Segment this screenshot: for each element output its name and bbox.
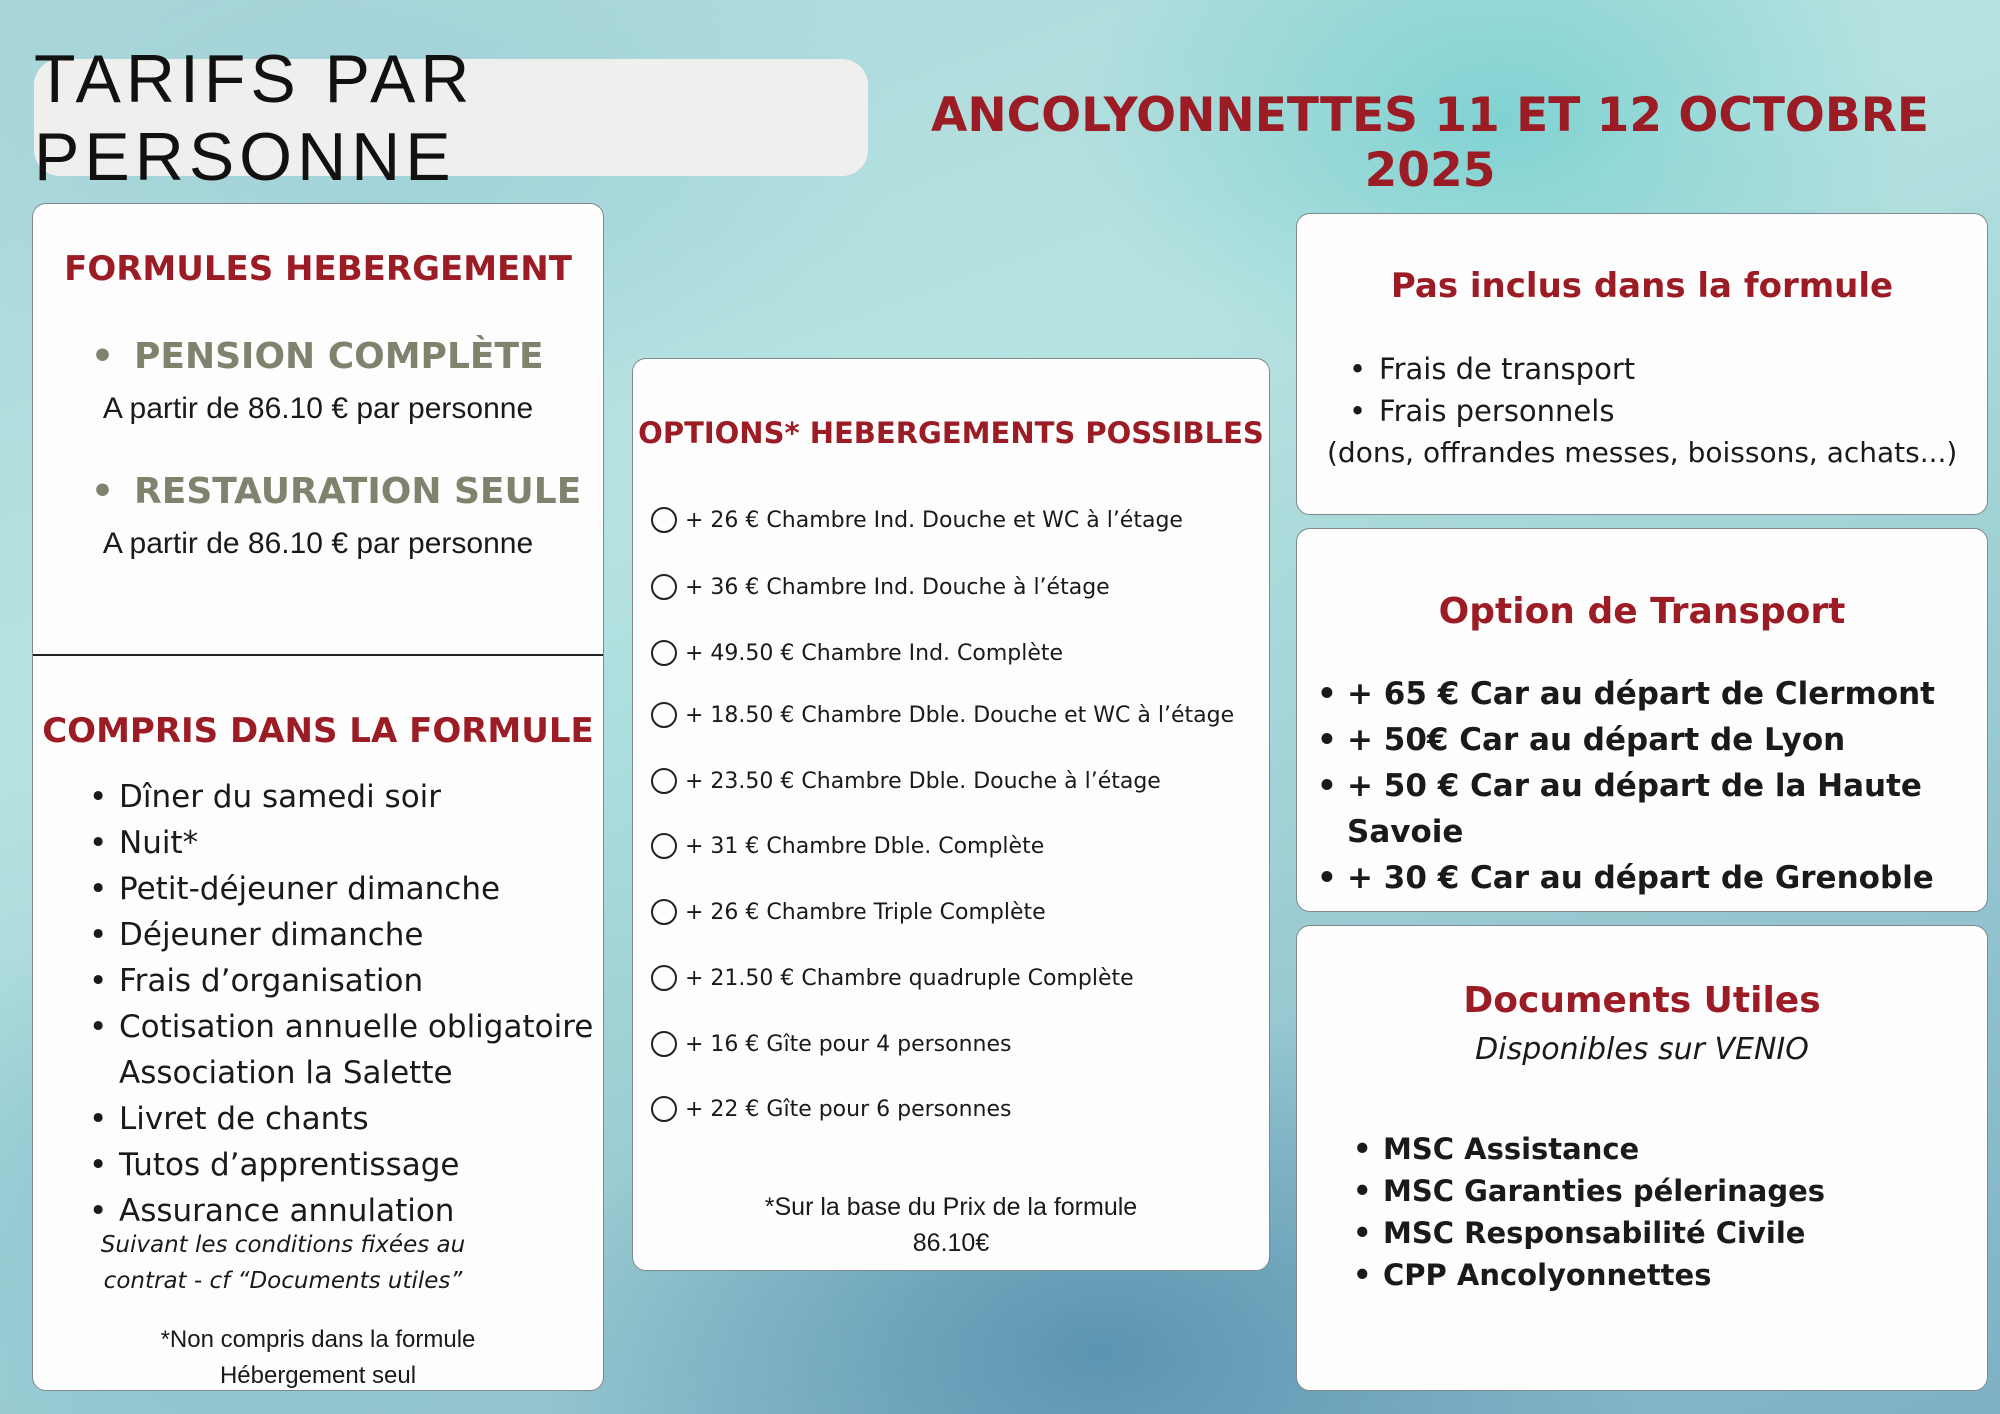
- radio-circle-icon[interactable]: [651, 899, 677, 925]
- list-item: • Cotisation annuelle obligatoire: [119, 1004, 593, 1050]
- option-label: + 18.50 € Chambre Dble. Douche et WC à l’étage: [685, 702, 1235, 728]
- documents-heading: Documents Utiles: [1463, 980, 1821, 1021]
- list-item: • Frais de transport: [1379, 348, 1635, 390]
- formule-restauration-price: A partir de 86.10 € par personne: [102, 527, 534, 560]
- formules-heading: FORMULES HEBERGEMENT: [64, 249, 572, 289]
- options-card: [632, 358, 1270, 1271]
- list-item: • + 50 € Car au départ de la Haute Savoie: [1347, 763, 1987, 855]
- pas-inclus-card: [1296, 213, 1988, 515]
- list-item: • + 50€ Car au départ de Lyon: [1347, 717, 1987, 763]
- document-link[interactable]: • MSC Assistance: [1383, 1128, 1825, 1170]
- option-item[interactable]: [651, 965, 1134, 991]
- compris-footnote: [33, 1322, 603, 1394]
- radio-circle-icon[interactable]: [651, 574, 677, 600]
- option-item[interactable]: [651, 574, 1110, 600]
- option-label: + 31 € Chambre Dble. Complète: [685, 833, 1045, 859]
- option-item[interactable]: [651, 1096, 1011, 1122]
- option-item[interactable]: [651, 702, 1234, 728]
- pas-inclus-heading: Pas inclus dans la formule: [1390, 266, 1894, 306]
- pas-inclus-note: (dons, offrandes messes, boissons, achats...): [1327, 436, 1958, 469]
- list-item: • Déjeuner dimanche: [119, 912, 593, 958]
- radio-circle-icon[interactable]: [651, 507, 677, 533]
- assurance-note-line1: Suivant les conditions fixées au: [100, 1232, 466, 1258]
- option-label: + 22 € Gîte pour 6 personnes: [685, 1096, 1012, 1122]
- documents-list: [1383, 1128, 1825, 1296]
- radio-circle-icon[interactable]: [651, 702, 677, 728]
- option-label: + 21.50 € Chambre quadruple Complète: [685, 965, 1134, 991]
- transport-list: [1347, 671, 1987, 901]
- option-item[interactable]: [651, 833, 1044, 859]
- option-label: + 23.50 € Chambre Dble. Douche à l’étage: [685, 768, 1161, 794]
- list-item-continuation: Association la Salette: [119, 1055, 453, 1091]
- option-item[interactable]: [651, 899, 1046, 925]
- option-item[interactable]: [651, 768, 1161, 794]
- documents-card: [1296, 925, 1988, 1391]
- formule-pension-name: PENSION COMPLÈTE: [134, 336, 544, 377]
- formules-card: [32, 203, 604, 1391]
- formule-restauration: • RESTAURATION SEULE: [91, 471, 582, 512]
- document-link[interactable]: • MSC Responsabilité Civile: [1383, 1212, 1825, 1254]
- options-footnote: [633, 1189, 1269, 1261]
- documents-subheading: Disponibles sur VENIO: [1475, 1032, 1809, 1067]
- page-title-box: [34, 40, 868, 195]
- option-item[interactable]: [651, 640, 1063, 666]
- transport-card: [1296, 528, 1988, 912]
- option-item[interactable]: [651, 1031, 1011, 1057]
- assurance-note: [83, 1227, 483, 1299]
- options-footnote-line2: 86.10€: [912, 1229, 990, 1257]
- page-title: TARIFS PAR PERSONNE: [34, 40, 475, 195]
- pas-inclus-list: [1379, 348, 1635, 432]
- radio-circle-icon[interactable]: [651, 640, 677, 666]
- option-label: + 26 € Chambre Triple Complète: [685, 899, 1046, 925]
- option-label: + 16 € Gîte pour 4 personnes: [685, 1031, 1012, 1057]
- assurance-note-line2: contrat - cf “Documents utiles”: [103, 1268, 463, 1294]
- divider: [33, 654, 603, 656]
- radio-circle-icon[interactable]: [651, 965, 677, 991]
- document-link[interactable]: • CPP Ancolyonnettes: [1383, 1254, 1825, 1296]
- list-item: • Frais personnels: [1379, 390, 1635, 432]
- option-label: + 36 € Chambre Ind. Douche à l’étage: [685, 574, 1110, 600]
- compris-list: [119, 774, 593, 1234]
- option-label: + 26 € Chambre Ind. Douche et WC à l’étage: [685, 507, 1183, 533]
- list-item: • Livret de chants: [119, 1096, 593, 1142]
- option-label: + 49.50 € Chambre Ind. Complète: [685, 640, 1064, 666]
- compris-footnote-line1: *Non compris dans la formule: [160, 1326, 476, 1353]
- document-link[interactable]: • MSC Garanties pélerinages: [1383, 1170, 1825, 1212]
- list-item: • + 30 € Car au départ de Grenoble: [1347, 855, 1987, 901]
- radio-circle-icon[interactable]: [651, 1031, 677, 1057]
- radio-circle-icon[interactable]: [651, 1096, 677, 1122]
- list-item: • Assurance annulation: [119, 1188, 593, 1234]
- option-item[interactable]: [651, 507, 1183, 533]
- list-item: • Dîner du samedi soir: [119, 774, 593, 820]
- options-heading: OPTIONS* HEBERGEMENTS POSSIBLES: [638, 416, 1264, 450]
- radio-circle-icon[interactable]: [651, 833, 677, 859]
- event-subtitle: ANCOLYONNETTES 11 ET 12 OCTOBRE 2025: [930, 88, 1930, 198]
- list-item: • Petit-déjeuner dimanche: [119, 866, 593, 912]
- radio-circle-icon[interactable]: [651, 768, 677, 794]
- compris-heading: COMPRIS DANS LA FORMULE: [42, 711, 594, 751]
- list-item: • Tutos d’apprentissage: [119, 1142, 593, 1188]
- compris-footnote-line2: Hébergement seul: [219, 1362, 417, 1389]
- list-item: • Nuit*: [119, 820, 593, 866]
- list-item: • Frais d’organisation: [119, 958, 593, 1004]
- formule-restauration-name: RESTAURATION SEULE: [134, 471, 582, 512]
- options-footnote-line1: *Sur la base du Prix de la formule: [764, 1193, 1138, 1221]
- transport-heading: Option de Transport: [1438, 591, 1846, 632]
- list-item: • + 65 € Car au départ de Clermont: [1347, 671, 1987, 717]
- formule-pension: • PENSION COMPLÈTE: [91, 336, 544, 377]
- formule-pension-price: A partir de 86.10 € par personne: [102, 392, 534, 425]
